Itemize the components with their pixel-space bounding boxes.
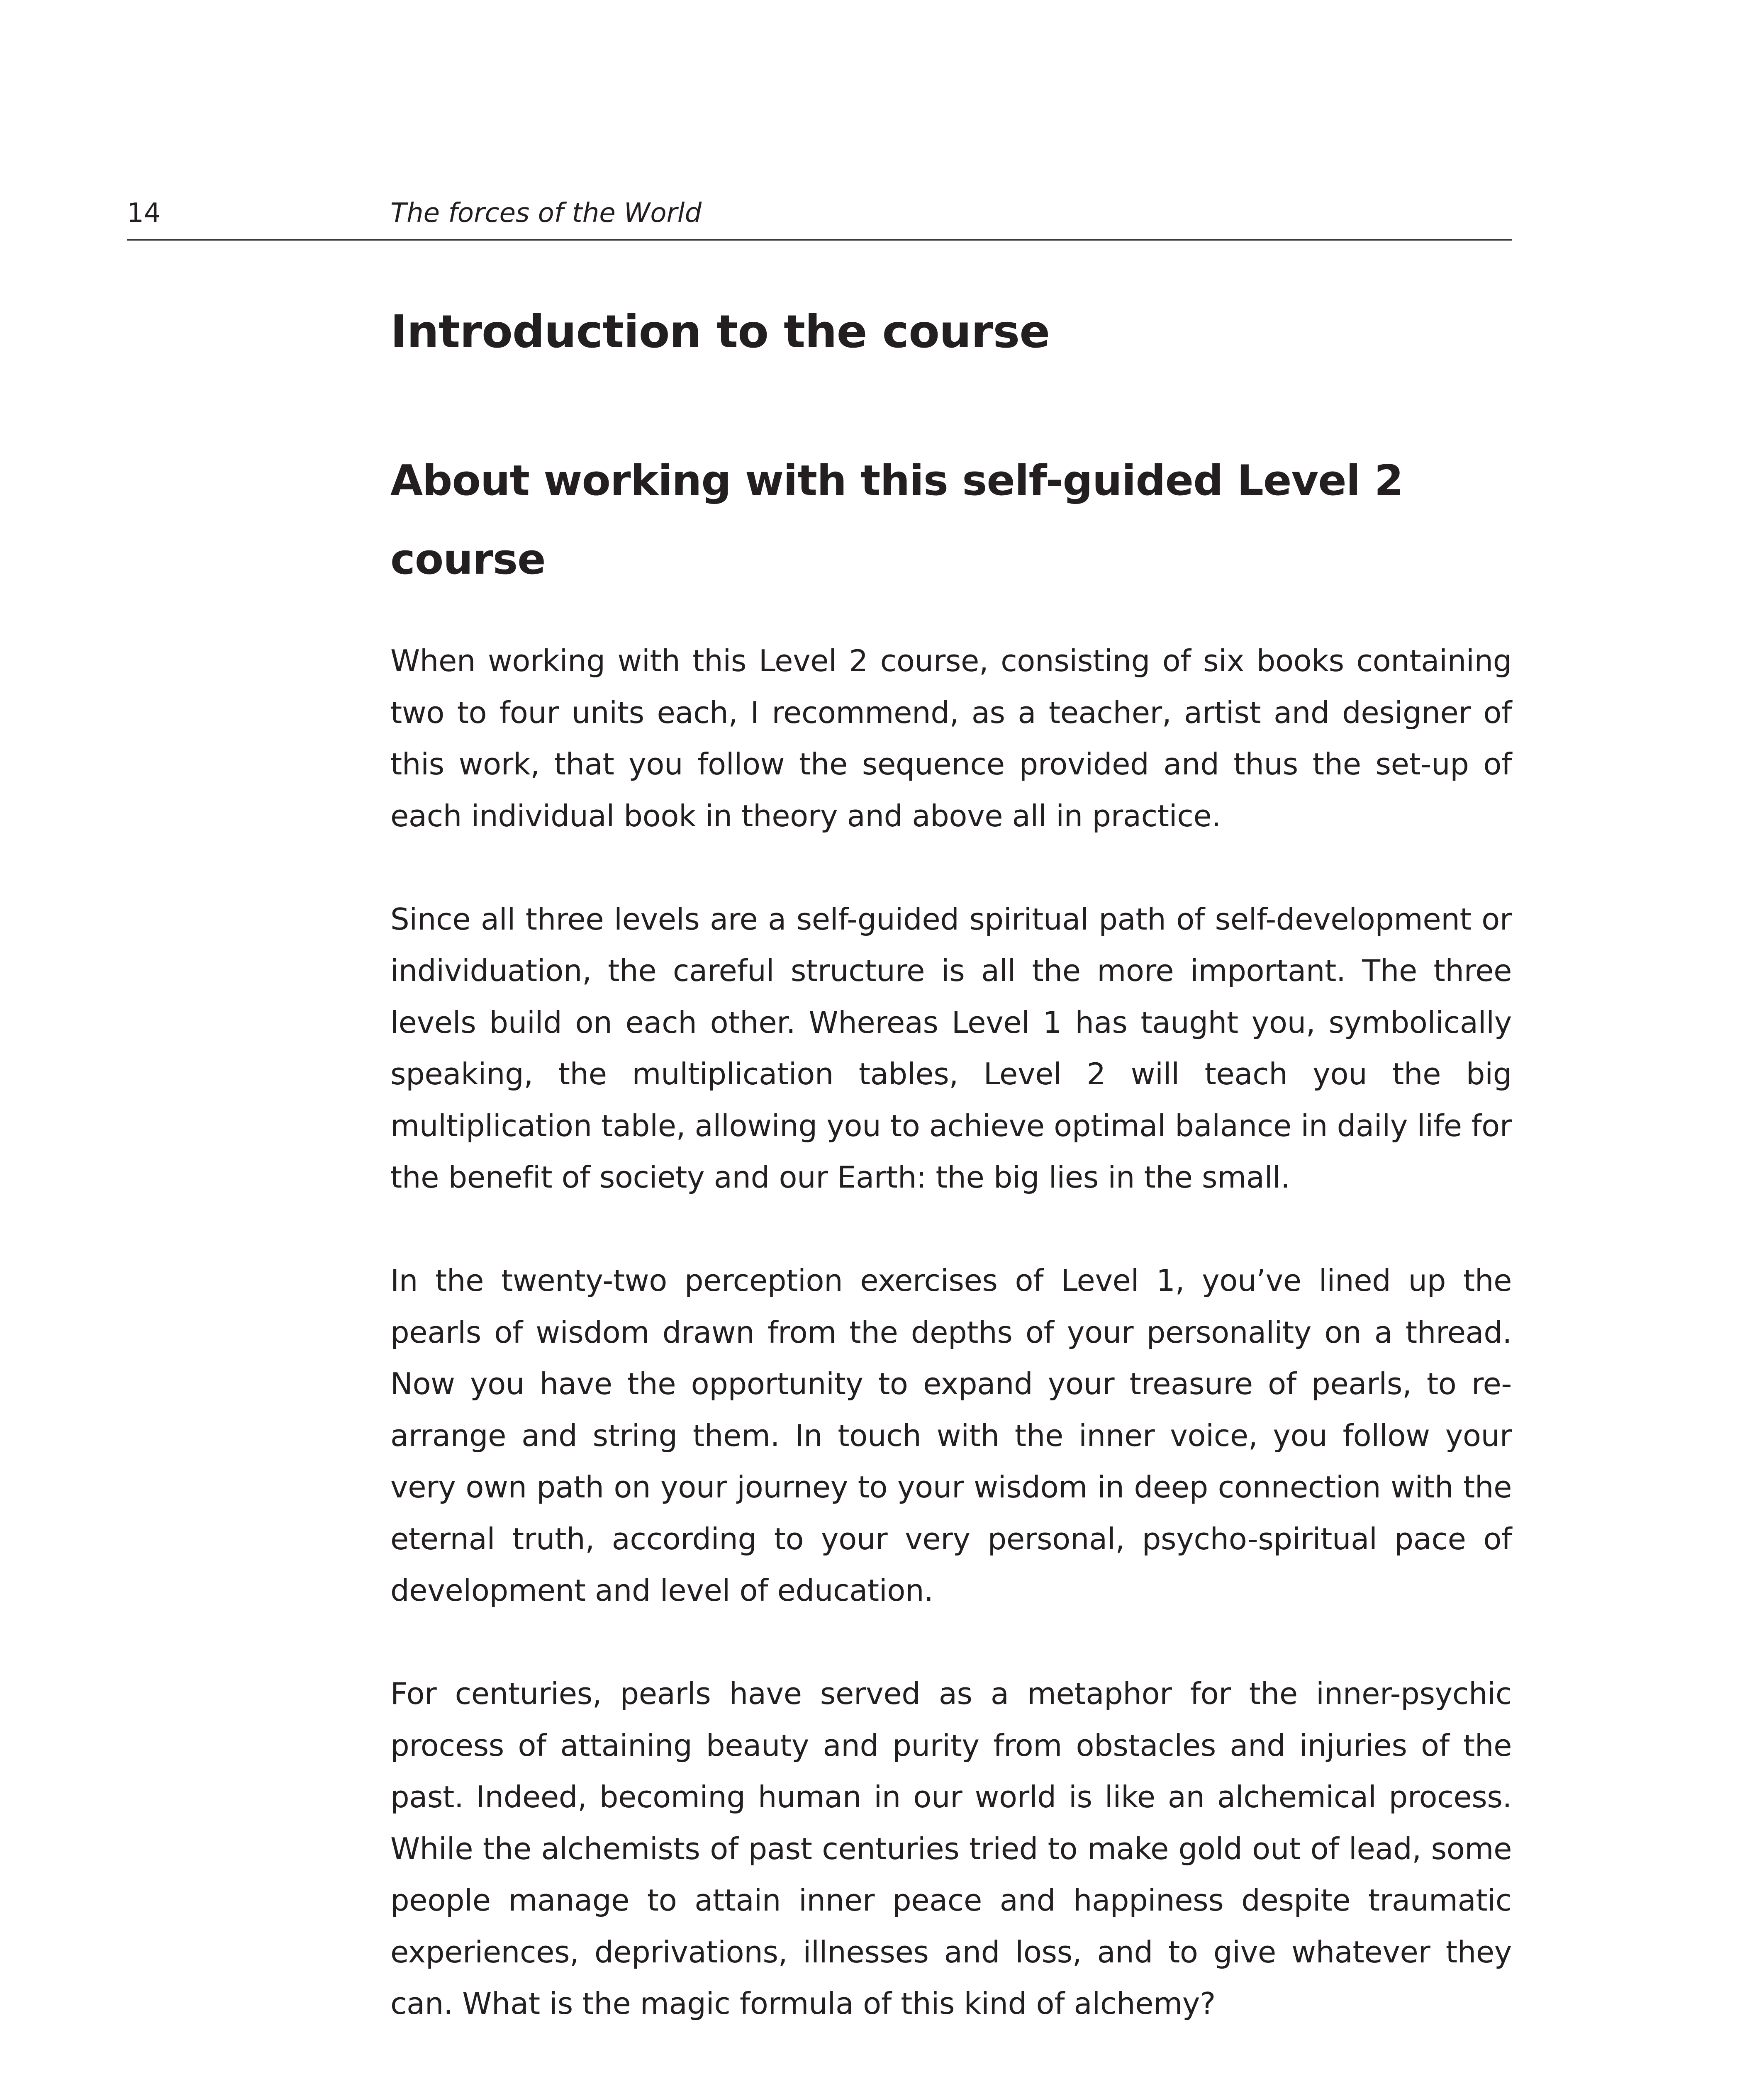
running-title: The forces of the World [390, 198, 702, 229]
chapter-title: Introduction to the course [390, 305, 1050, 358]
page-number: 14 [127, 198, 161, 229]
section-title: About working with this self-guided Level 2 course [390, 456, 1403, 584]
body-paragraph-1: When working with this Level 2 course, consisting of six books containing two to four units each, I recommend, as a teacher, artist and designer of this work, that you follow the sequence provided and thus the set-up of each individual book in theory and above all in practice. [390, 643, 1512, 833]
body-paragraph-3: In the twenty-two perception exercises of Level 1, you’ve lined up the pearls of wisdom drawn from the depths of your personality on a thread. Now you have the opportunity to expand your treasure of pearls, to re-arrange and string them. In touch with the inner voice, you follow your very own path on your journey to your wisdom in deep connection with the eternal truth, according to your very personal, psycho-spiritual pace of development and level of education. [390, 1263, 1512, 1608]
body-paragraph-2: Since all three levels are a self-guided spiritual path of self-development or individuation, the careful structure is all the more important. The three levels build on each other. Whereas Level 1 has taught you, symbolically speaking, the multiplication tables, Level 2 will teach you the big multiplication table, allowing you to achieve optimal balance in daily life for the benefit of society and our Earth: the big lies in the small. [390, 901, 1512, 1195]
page-content [390, 290, 1512, 2030]
body-paragraph-4: For centuries, pearls have served as a metaphor for the inner-psychic process of attaining beauty and purity from obstacles and injuries of the past. Indeed, becoming human in our world is like an alchemical process. While the alchemists of past centuries tried to make gold out of lead, some people manage to attain inner peace and happiness despite traumatic experiences, deprivations, illnesses and loss, and to give whatever they can. What is the magic formula of this kind of alchemy? [390, 1676, 1512, 2021]
page-header [127, 193, 1512, 241]
